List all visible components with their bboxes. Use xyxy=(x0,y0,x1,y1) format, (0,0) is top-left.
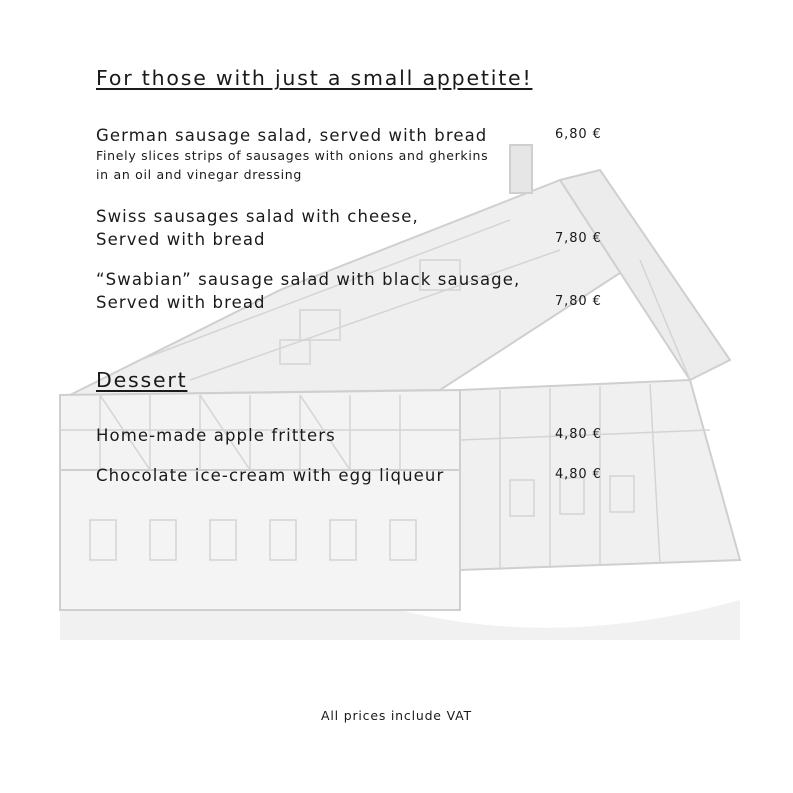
item-description: in an oil and vinegar dressing xyxy=(96,167,303,182)
menu-item-german-sausage-salad xyxy=(96,124,608,184)
item-name: Swiss sausages salad with cheese, xyxy=(96,207,419,226)
item-price: 4,80 € xyxy=(555,427,602,442)
menu-item-chocolate-ice-cream xyxy=(96,464,608,487)
item-name: Served with bread xyxy=(96,230,266,249)
section-title-small-appetite: For those with just a small appetite! xyxy=(96,66,533,90)
item-price: 7,80 € xyxy=(555,231,602,246)
item-name: Served with bread xyxy=(96,293,266,312)
item-price: 6,80 € xyxy=(555,127,602,142)
item-description: Finely slices strips of sausages with onions and gherkins xyxy=(96,148,489,163)
item-price: 7,80 € xyxy=(555,294,602,309)
menu-item-apple-fritters xyxy=(96,424,608,447)
item-name: German sausage salad, served with bread xyxy=(96,126,488,145)
item-name: Chocolate ice-cream with egg liqueur xyxy=(96,466,445,485)
menu-item-swabian-sausage-salad xyxy=(96,268,608,314)
item-name: “Swabian” sausage salad with black sausage, xyxy=(96,270,521,289)
section-title-dessert: Dessert xyxy=(96,368,188,392)
item-name: Home-made apple fritters xyxy=(96,426,336,445)
vat-note: All prices include VAT xyxy=(321,708,472,723)
item-price: 4,80 € xyxy=(555,467,602,482)
menu-item-swiss-sausage-salad xyxy=(96,205,608,251)
